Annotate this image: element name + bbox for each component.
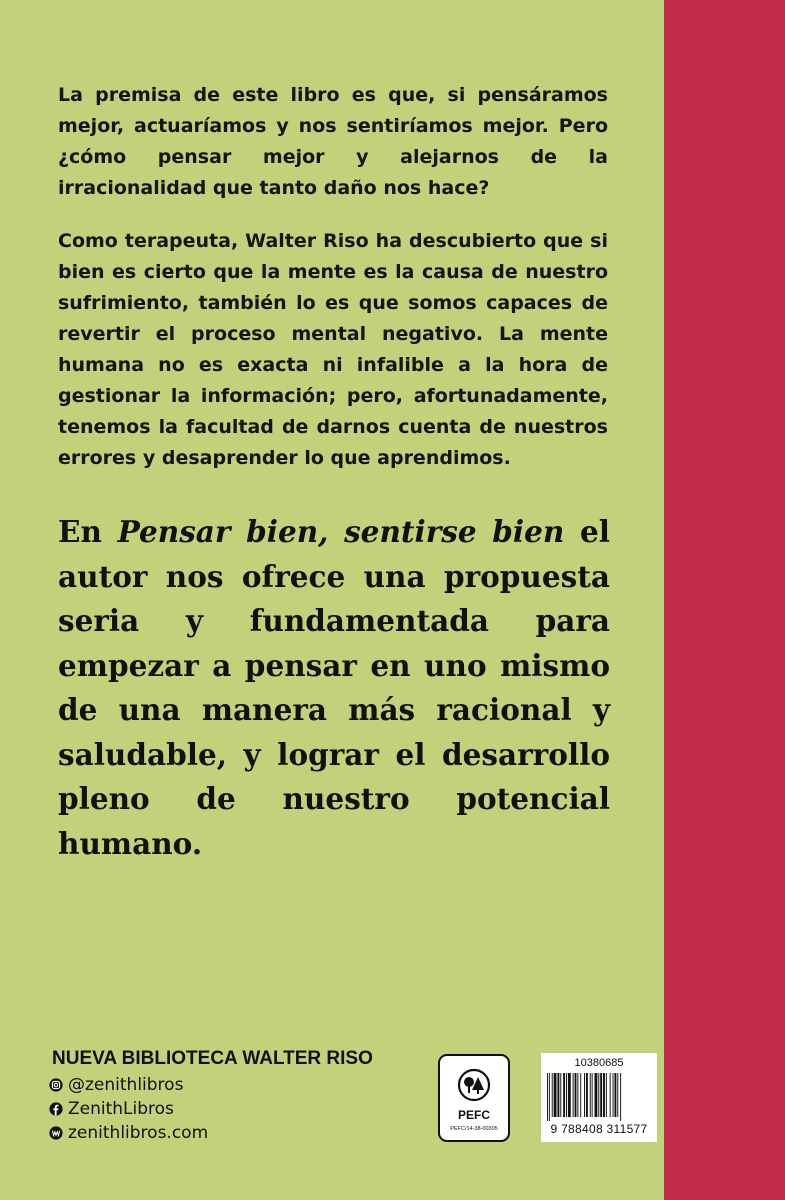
barcode (541, 1053, 657, 1142)
instagram-icon (49, 1078, 63, 1092)
book-title-italic: Pensar bien, sentirse bien (117, 514, 565, 549)
pefc-label: PEFC (457, 1108, 490, 1122)
social-handle-instagram: @zenithlibros (68, 1075, 184, 1095)
pull-quote-lead: En (58, 514, 102, 549)
social-handle-facebook: ZenithLibros (68, 1099, 174, 1119)
social-facebook[interactable] (49, 1098, 174, 1120)
collection-name: NUEVA BIBLIOTECA WALTER RISO (52, 1048, 373, 1069)
blurb-paragraph-2: Como terapeuta, Walter Riso ha descubierto que si bien es cierto que la mente es la causa de nuestro sufrimiento, también lo es que somos capaces de revertir el proceso mental negativo. La mente humana no es exacta ni infalible a la hora de gestionar la información; pero, afortunadamente, tenemos la facultad de darnos cuenta de nuestros errores y desaprender lo que aprendimos. (58, 230, 608, 469)
pefc-code: PEFC/14-38-00305 (450, 1126, 498, 1132)
isbn-digits: 9 788408 311577 (550, 1122, 648, 1136)
web-icon (49, 1126, 63, 1140)
social-web[interactable] (49, 1122, 208, 1144)
barcode-bars (545, 1073, 653, 1121)
pefc-badge (438, 1054, 510, 1142)
barcode-code-top: 10380685 (574, 1057, 624, 1069)
pull-quote (58, 510, 610, 866)
blurb-paragraph-1: La premisa de este libro es que, si pensáramos mejor, actuaríamos y nos sentiríamos mejor. Pero ¿cómo pensar mejor y alejarnos de la irracionalidad que tanto daño nos hace? (58, 84, 608, 199)
pull-quote-rest: el autor nos ofrece una propuesta seria y fundamentada para empezar a pensar en uno mismo de una manera más racional y saludable, y lograr el desarrollo pleno de nuestro potencial humano. (58, 514, 610, 861)
facebook-icon (49, 1102, 63, 1116)
social-instagram[interactable] (49, 1074, 183, 1096)
website-url: zenithlibros.com (68, 1123, 209, 1143)
pefc-tree-icon (438, 1054, 510, 1104)
spine-stripe (664, 0, 785, 1200)
